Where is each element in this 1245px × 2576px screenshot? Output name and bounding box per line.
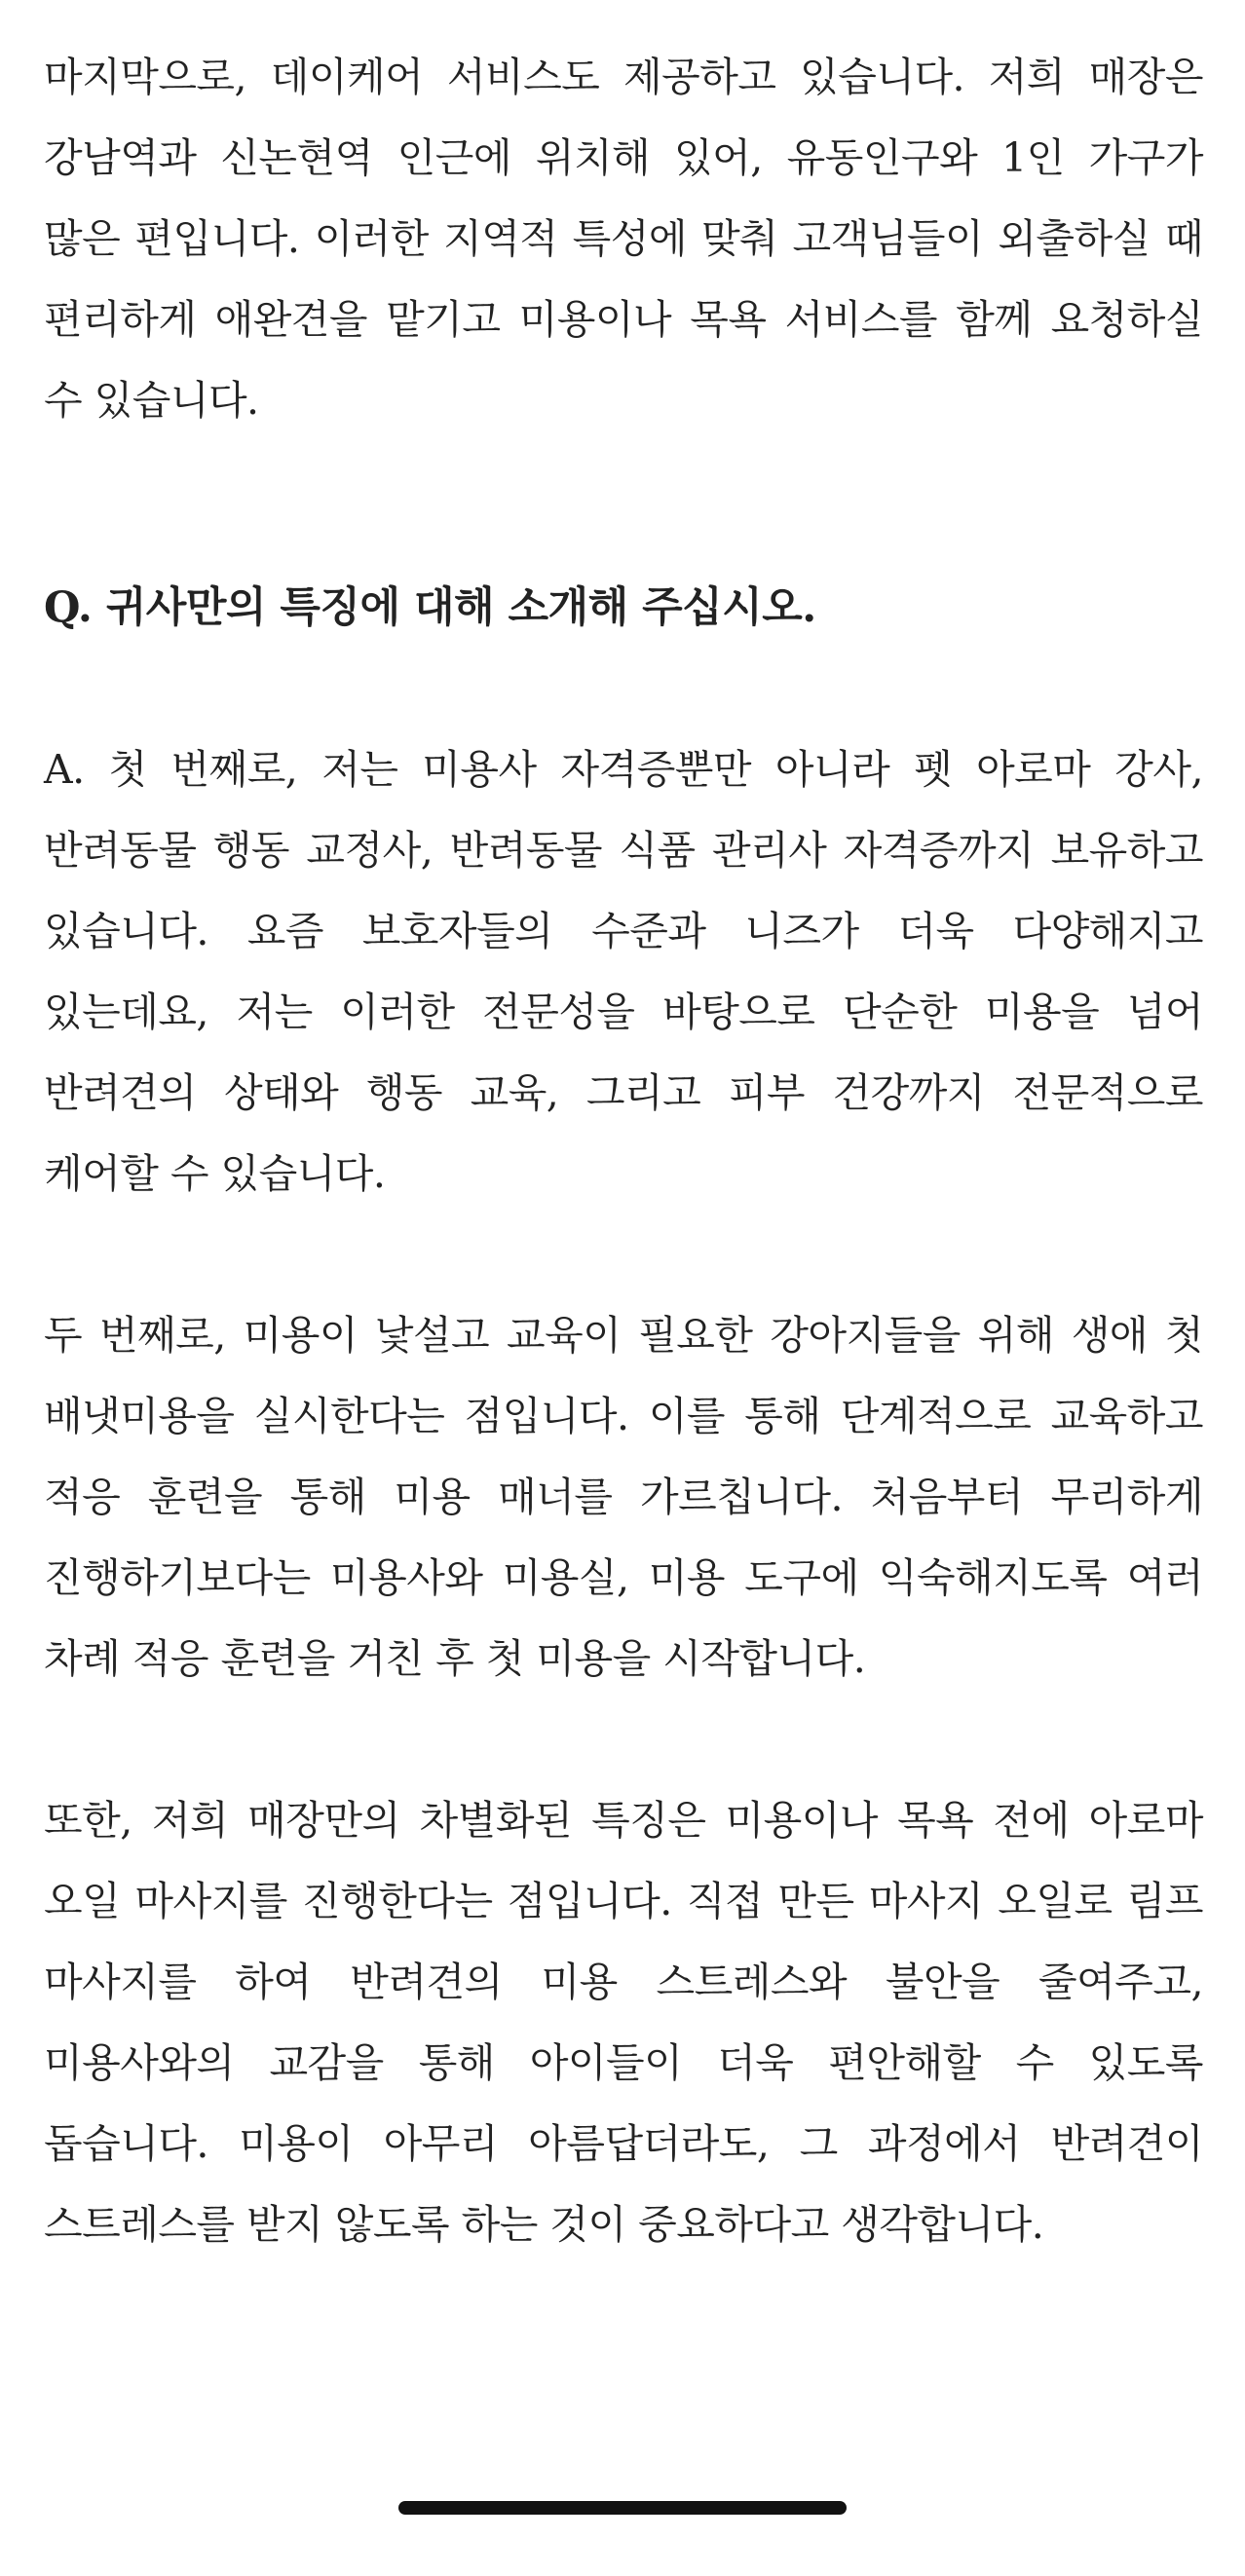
paragraph-spacer — [44, 649, 1203, 729]
paragraph-spacer — [44, 1699, 1203, 1780]
article-body — [44, 37, 1203, 2265]
answer-paragraph-3: 또한, 저희 매장만의 차별화된 특징은 미용이나 목욕 전에 아로마 오일 마사지를 진행한다는 점입니다. 직접 만든 마사지 오일로 림프 마사지를 하여 반려견의 미용 스트레스와 불안을 줄여주고, 미용사와의 교감을 통해 아이들이 더욱 편안해할 수 있도록 돕습니다. 미용이 아무리 아름답더라도, 그 과정에서 반려견이 스트레스를 받지 않도록 하는 것이 중요하다고 생각합니다. — [44, 1797, 1203, 2248]
section-spacer — [44, 441, 1203, 568]
interview-question: Q. 귀사만의 특징에 대해 소개해 주십시오. — [44, 583, 816, 632]
answer-paragraph-1: A. 첫 번째로, 저는 미용사 자격증뿐만 아니라 펫 아로마 강사, 반려동물 행동 교정사, 반려동물 식품 관리사 자격증까지 보유하고 있습니다. 요즘 보호자들의 수준과 니즈가 더욱 다양해지고 있는데요, 저는 이러한 전문성을 바탕으로 단순한 미용을 넘어 반려견의 상태와 행동 교육, 그리고 피부 건강까지 전문적으로 케어할 수 있습니다. — [44, 746, 1203, 1197]
closing-paragraph: 마지막으로, 데이케어 서비스도 제공하고 있습니다. 저희 매장은 강남역과 신논현역 인근에 위치해 있어, 유동인구와 1인 가구가 많은 편입니다. 이러한 지역적 특성에 맞춰 고객님들이 외출하실 때 편리하게 애완견을 맡기고 미용이나 목욕 서비스를 함께 요청하실 수 있습니다. — [44, 54, 1203, 424]
answer-paragraph-2: 두 번째로, 미용이 낯설고 교육이 필요한 강아지들을 위해 생애 첫 배냇미용을 실시한다는 점입니다. 이를 통해 단계적으로 교육하고 적응 훈련을 통해 미용 매너를 가르칩니다. 처음부터 무리하게 진행하기보다는 미용사와 미용실, 미용 도구에 익숙해지도록 여러 차례 적응 훈련을 거친 후 첫 미용을 시작합니다. — [44, 1312, 1203, 1682]
home-indicator-bar[interactable] — [398, 2501, 847, 2515]
paragraph-spacer — [44, 1214, 1203, 1295]
